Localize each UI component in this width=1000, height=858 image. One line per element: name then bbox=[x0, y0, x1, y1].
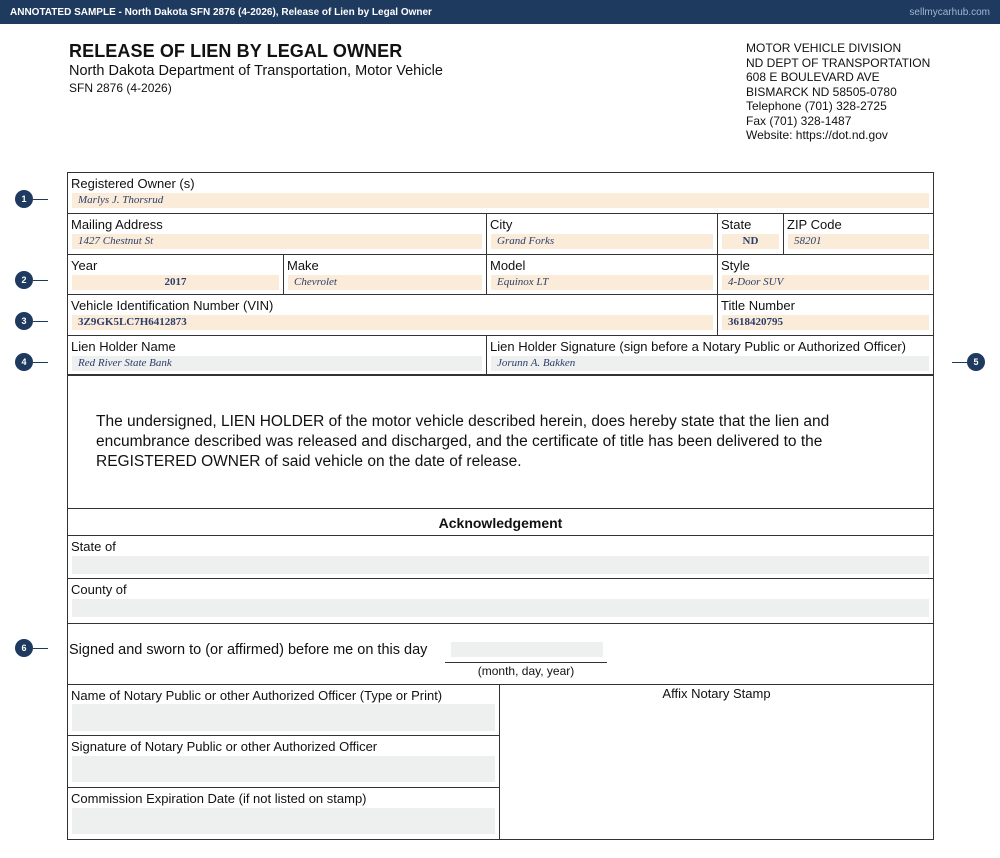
row-address bbox=[68, 214, 933, 255]
agency-line: MOTOR VEHICLE DIVISION bbox=[746, 41, 902, 55]
banner-title: ANNOTATED SAMPLE - North Dakota SFN 2876 (4-2026), Release of Lien by Legal Owner bbox=[10, 7, 432, 18]
state-of-label: State of bbox=[71, 539, 116, 554]
zip-field[interactable]: 58201 bbox=[788, 234, 929, 249]
vin-label: Vehicle Identification Number (VIN) bbox=[71, 298, 274, 313]
year-cell bbox=[68, 255, 284, 294]
marker-leader-line bbox=[33, 199, 48, 200]
banner-site-link[interactable]: sellmycarhub.com bbox=[909, 7, 990, 18]
registered-owner-cell bbox=[68, 173, 933, 213]
marker-leader-line bbox=[33, 280, 48, 281]
vin-cell bbox=[68, 295, 718, 335]
mailing-address-label: Mailing Address bbox=[71, 217, 163, 232]
notary-name-cell bbox=[68, 685, 499, 736]
lien-release-form bbox=[67, 172, 934, 840]
notary-signature-label: Signature of Notary Public or other Authorized Officer bbox=[71, 739, 378, 754]
notary-name-field[interactable] bbox=[72, 704, 495, 731]
state-cell bbox=[718, 214, 784, 254]
title-number-label: Title Number bbox=[721, 298, 795, 313]
lien-holder-name-cell bbox=[68, 336, 487, 374]
county-of-label: County of bbox=[71, 582, 127, 597]
agency-line: BISMARCK ND 58505-0780 bbox=[746, 84, 897, 99]
year-field[interactable]: 2017 bbox=[72, 275, 279, 290]
form-number: SFN 2876 (4-2026) bbox=[69, 81, 172, 95]
mailing-address-cell bbox=[68, 214, 487, 254]
style-label: Style bbox=[721, 258, 750, 273]
annotation-marker-2: 2 bbox=[15, 271, 33, 289]
annotation-marker-5: 5 bbox=[967, 353, 985, 371]
agency-fax: Fax (701) 328-1487 bbox=[746, 113, 852, 128]
city-field[interactable]: Grand Forks bbox=[491, 234, 713, 249]
form-subtitle: North Dakota Department of Transportation, Motor Vehicle bbox=[69, 63, 443, 79]
state-label: State bbox=[721, 217, 752, 232]
row-registered-owner bbox=[68, 173, 933, 214]
zip-cell bbox=[784, 214, 933, 254]
mailing-address-field[interactable]: 1427 Chestnut St bbox=[72, 234, 482, 249]
marker-leader-line bbox=[33, 648, 48, 649]
row-acknowledgement-title bbox=[68, 509, 933, 536]
registered-owner-label: Registered Owner (s) bbox=[71, 176, 195, 191]
make-cell bbox=[284, 255, 487, 294]
lien-holder-signature-cell bbox=[487, 336, 933, 374]
agency-address bbox=[746, 41, 930, 143]
sworn-label: Signed and sworn to (or affirmed) before me on this day bbox=[69, 642, 428, 658]
annotation-marker-6: 6 bbox=[15, 639, 33, 657]
year-label: Year bbox=[71, 258, 98, 273]
agency-website: Website: https://dot.nd.gov bbox=[746, 128, 888, 142]
notary-signature-cell bbox=[68, 736, 499, 788]
agency-line: ND DEPT OF TRANSPORTATION bbox=[746, 55, 931, 70]
make-label: Make bbox=[287, 258, 319, 273]
annotation-marker-1: 1 bbox=[15, 190, 33, 208]
release-statement: The undersigned, LIEN HOLDER of the motor vehicle described herein, does hereby state that the lien and encumbrance described was released and discharged, and the certificate of title has been delivered to the REGISTERED OWNER of said vehicle on the date of release. bbox=[96, 413, 830, 470]
notary-name-label: Name of Notary Public or other Authorized Officer (Type or Print) bbox=[71, 688, 443, 703]
lien-holder-signature-label: Lien Holder Signature (sign before a Notary Public or Authorized Officer) bbox=[490, 339, 906, 354]
county-of-field[interactable] bbox=[72, 599, 929, 617]
agency-phone: Telephone (701) 328-2725 bbox=[746, 99, 887, 113]
model-label: Model bbox=[490, 258, 526, 273]
agency-line: 608 E BOULEVARD AVE bbox=[746, 70, 880, 84]
row-sworn bbox=[68, 624, 933, 685]
city-cell bbox=[487, 214, 718, 254]
row-statement bbox=[68, 376, 933, 509]
style-field[interactable]: 4-Door SUV bbox=[722, 275, 929, 290]
marker-leader-line bbox=[952, 362, 967, 363]
annotation-banner bbox=[0, 0, 1000, 24]
row-vehicle bbox=[68, 255, 933, 295]
model-cell bbox=[487, 255, 718, 294]
form-title: RELEASE OF LIEN BY LEGAL OWNER bbox=[69, 41, 403, 61]
row-lien-holder bbox=[68, 336, 933, 376]
notary-signature-field[interactable] bbox=[72, 756, 495, 782]
sworn-date-caption: (month, day, year) bbox=[477, 664, 575, 678]
commission-label: Commission Expiration Date (if not listed on stamp) bbox=[71, 791, 367, 806]
notary-stamp-label: Affix Notary Stamp bbox=[662, 686, 771, 701]
marker-leader-line bbox=[33, 362, 48, 363]
state-of-field[interactable] bbox=[72, 556, 929, 574]
annotation-marker-4: 4 bbox=[15, 353, 33, 371]
acknowledgement-title: Acknowledgement bbox=[438, 515, 563, 531]
title-number-cell bbox=[718, 295, 933, 335]
row-vin bbox=[68, 295, 933, 336]
commission-field[interactable] bbox=[72, 808, 495, 834]
sworn-date-underline bbox=[445, 662, 607, 663]
notary-info-block bbox=[68, 685, 500, 839]
annotation-marker-3: 3 bbox=[15, 312, 33, 330]
model-field[interactable]: Equinox LT bbox=[491, 275, 713, 290]
style-cell bbox=[718, 255, 933, 294]
notary-stamp-area bbox=[500, 685, 933, 839]
city-label: City bbox=[490, 217, 513, 232]
row-county-of bbox=[68, 579, 933, 624]
vin-field[interactable]: 3Z9GK5LC7H6412873 bbox=[72, 315, 713, 330]
lien-holder-name-field[interactable]: Red River State Bank bbox=[72, 356, 482, 371]
state-field[interactable]: ND bbox=[722, 234, 779, 249]
commission-cell bbox=[68, 788, 499, 839]
marker-leader-line bbox=[33, 321, 48, 322]
title-number-field[interactable]: 3618420795 bbox=[722, 315, 929, 330]
row-state-of bbox=[68, 536, 933, 579]
make-field[interactable]: Chevrolet bbox=[288, 275, 482, 290]
lien-holder-signature-field[interactable]: Jorunn A. Bakken bbox=[491, 356, 929, 371]
lien-holder-name-label: Lien Holder Name bbox=[71, 339, 176, 354]
zip-label: ZIP Code bbox=[787, 217, 842, 232]
registered-owner-field[interactable]: Marlys J. Thorsrud bbox=[72, 193, 929, 208]
sworn-date-field[interactable] bbox=[451, 642, 603, 657]
